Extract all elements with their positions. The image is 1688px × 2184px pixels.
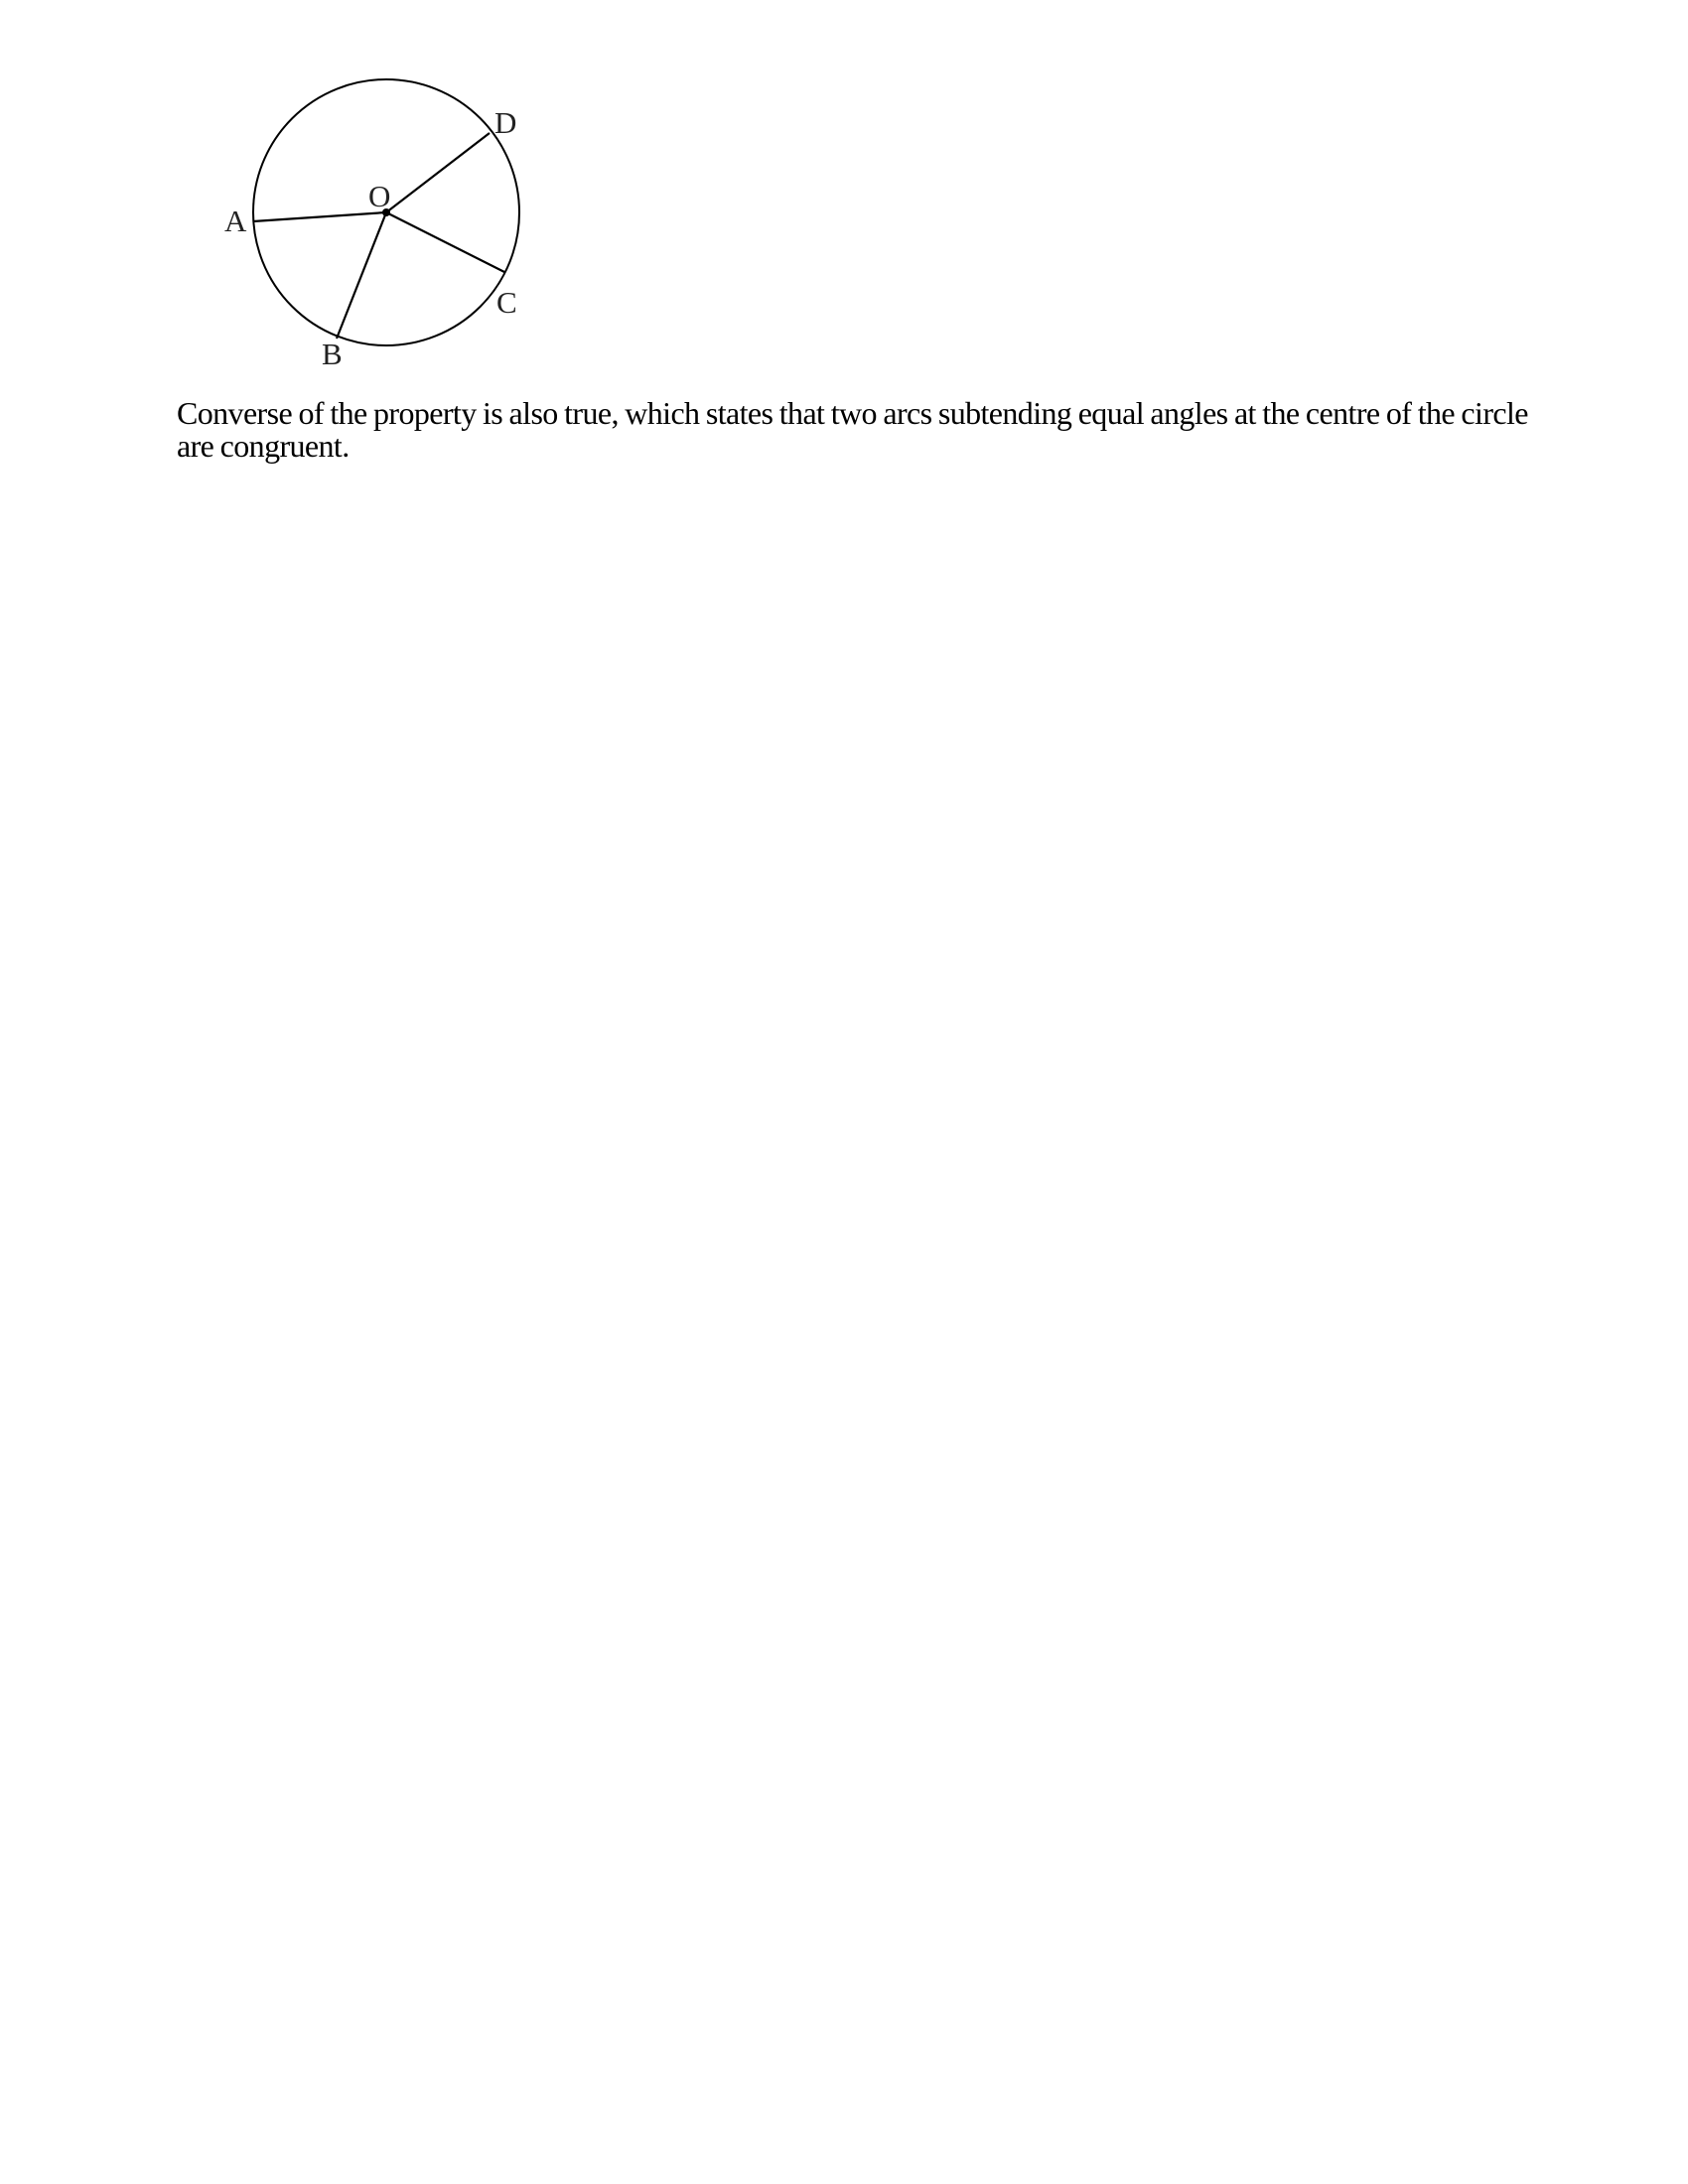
label-o: O bbox=[368, 179, 391, 213]
label-d: D bbox=[494, 105, 517, 140]
circle-figure bbox=[0, 0, 1688, 397]
label-b: B bbox=[322, 337, 343, 371]
label-a: A bbox=[224, 204, 247, 238]
radius-oc bbox=[386, 212, 504, 272]
body-paragraph: Converse of the property is also true, which states that two arcs subtending equal angles at the centre of the circle are congruent. bbox=[177, 395, 1528, 464]
label-c: C bbox=[496, 285, 517, 320]
radius-ob bbox=[337, 212, 386, 339]
radius-oa bbox=[253, 212, 386, 221]
radius-od bbox=[386, 133, 490, 212]
